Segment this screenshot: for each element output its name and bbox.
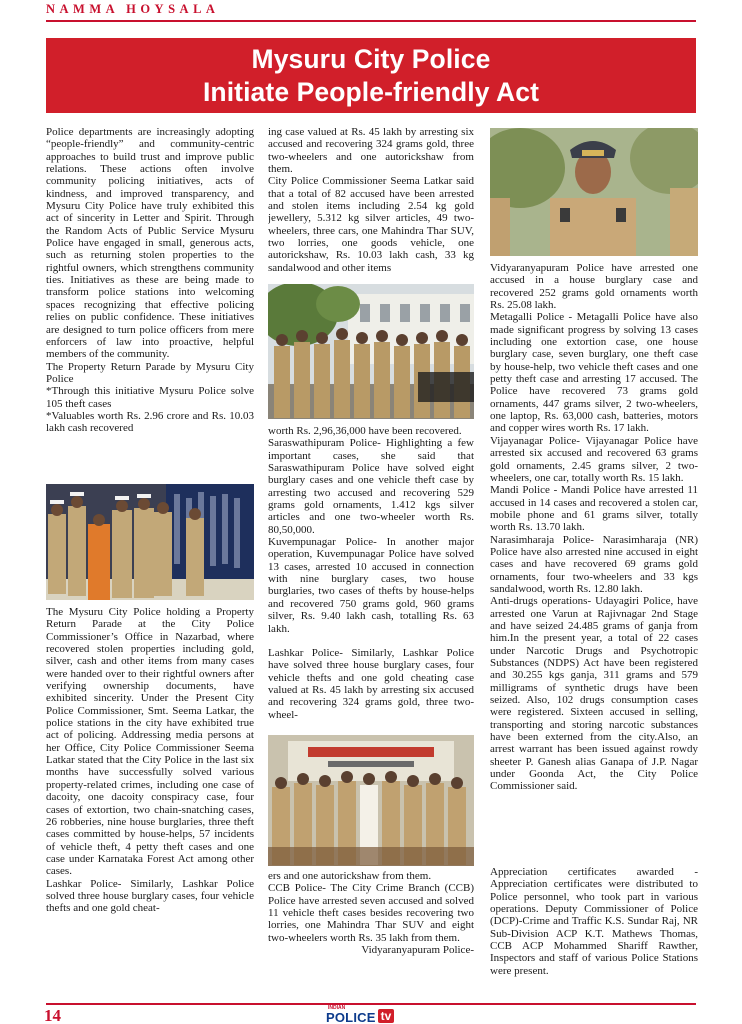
paragraph: Appreciation certificates awarded - Appreciation certificates were distributed to Police personnel, who took part in various operations. Deputy Commissioner of Police (DCP)-Crime and Traffic K.S. Sundar Raj, NR Sub-Division ACP K.T. Mathews Thomas, CCB ACP Mohammed Shariff Rawther, Inspectors and staff of various Police Stations were present. — [490, 866, 698, 977]
paragraph: The Mysuru City Police holding a Property Return Parade at the City Police Commissioner’s Office in Nazarbad, where recovered stolen properties including gold, silver, cash and other items from many cases were handed over to their rightful owners after verifying ownership documents, have exhibited sincerity. Under the Present City Police Commissioner, Smt. Seema Latkar, the police stations in the city have exhibited true act of policing. Addressing media persons at her Office, City Police Commissioner Seema Latkar stated that the City Police in the last six months have successfully solved various property-related crimes, including one case of dacoity, one dacoity conspiracy case, four cases of extortion, two chain-snatching cases, 26 robberies, nine house burglaries, three theft cases committed by house-helps, 57 incidents of vehicle theft, 4 petty theft cases and one case under Karnataka Forest Act among other cases. — [46, 606, 254, 878]
column-2-bottom-text — [268, 870, 474, 1000]
paragraph: CCB Police- The City Crime Branch (CCB) Police have arrested seven accused and solved 11 vehicle theft cases besides recovering two lorries, one Mahindra Thar SUV and eight two-wheelers worth Rs. 35 lakh from them. — [268, 882, 474, 944]
page-number: 14 — [44, 1006, 61, 1024]
paragraph: Kuvempunagar Police- In another major operation, Kuvempunagar Police have solved 13 cases, arrested 10 accused in connection with nine burglary cases, two house burglaries, two cases of thefts by house-helps and recovered 750 grams gold, 960 grams silver, Rs. 9.40 lakh cash, totalling Rs. 63 lakh. — [268, 536, 474, 635]
paragraph: *Valuables worth Rs. 2.96 crore and Rs. 10.03 lakh cash recovered — [46, 409, 254, 435]
article-headline — [46, 38, 696, 113]
logo-word: POLICE — [326, 1009, 376, 1024]
paragraph: Lashkar Police- Similarly, Lashkar Police solved three house burglary cases, four vehicle thefts and one gold cheat- — [46, 877, 254, 915]
photo-property-parade — [46, 484, 254, 600]
headline-line-1: Mysuru City Police — [251, 43, 491, 74]
column-1-bottom-text — [46, 606, 254, 998]
paragraph: Lashkar Police- Similarly, Lashkar Police have solved three house burglary cases, four vehicle thefts and one gold cheating case valued at Rs. 45 lakh by arresting six accused and recovering 324 grams gold, three two-wheel- — [268, 646, 474, 721]
column-3-bottom-text — [490, 866, 698, 1000]
police-tv-logo — [326, 1006, 416, 1024]
masthead-rule — [46, 20, 696, 22]
column-1-top-text — [46, 126, 254, 478]
paragraph: ing case valued at Rs. 45 lakh by arresting six accused and recovering 324 grams gold, three two-wheelers and one autorickshaw from them. — [268, 126, 474, 176]
paragraph: City Police Commissioner Seema Latkar said that a total of 82 accused have been arrested and stolen items including 2.54 kg gold jewellery, 5.312 kg silver articles, 49 two-wheelers, three cars, one Mahindra Thar SUV, two lorries, one goods vehicle, one autorickshaw, Rs. 10.03 lakh cash, 33 kg sandalwood and other items — [268, 175, 474, 274]
photo-press-meet — [268, 735, 474, 866]
paragraph: Mandi Police - Mandi Police have arrested 11 accused in 14 cases and recovered a stolen car, mobile phone and 61 grams silver, totally worth Rs. 13.70 lakh. — [490, 484, 698, 534]
masthead: NAMMA HOYSALA — [46, 2, 220, 16]
column-3-top-text — [490, 262, 698, 856]
paragraph: Metagalli Police - Metagalli Police have also made significant progress by solving 13 cases including one extortion case, one house burglary case, seven burglary, one theft case by house-help, two vehicle theft cases and one petty theft case and arresting 17 accused. The Police have recovered 73 grams gold ornaments, 447 grams silver, 2 two-wheelers, one laptop, Rs. 63,000 cash, batteries, motors and copper wires worth Rs. 17 lakh. — [490, 311, 698, 435]
paragraph: Vijayanagar Police- Vijayanagar Police have arrested six accused and recovered 63 grams gold ornaments, 2.45 grams silver, 2 two-wheelers, one car, totally worth Rs. 15 lakh. — [490, 434, 698, 484]
logo-small-text: INDIAN — [328, 1005, 346, 1011]
photo-commissioner-portrait — [490, 128, 698, 256]
paragraph: Anti-drugs operations- Udayagiri Police, have arrested one Varun at Rajivnagar 2nd Stage and have seized 24.485 grams of ganja from him.In the present year, a total of 22 cases under Narcotic Drugs and Psychotropic Substances (NDPS) Act have been registered and 30.255 kgs ganja, 311 grams and 579 milligrams of synthetic drugs have been seized. Also, 102 drugs consumption cases were registered. Sixteen accused in selling, transporting and storing narcotic substances have been externed from the city.Also, an arrest warrant has been issued against rowdy sheeter P. Ganesh alias Ganapa of J.P. Nagar under Goonda Act, the City Police Commissioner said. — [490, 595, 698, 793]
paragraph: Narasimharaja Police- Narasimharaja (NR) Police have also arrested nine accused in eight cases and have recovered 69 grams gold ornaments, four two-wheelers and 33 kgs sandalwood, worth Rs. 12.80 lakh. — [490, 533, 698, 595]
paragraph: Vidyaranyapuram Police have arrested one accused in a house burglary case and recovered 252 grams gold ornaments worth Rs. 25.08 lakh. — [490, 262, 698, 312]
footer-rule — [46, 1003, 696, 1005]
paragraph: ers and one autorickshaw from them. — [268, 870, 432, 882]
paragraph: worth Rs. 2,96,36,000 have been recovered. — [268, 425, 462, 437]
paragraph: Saraswathipuram Police- Highlighting a few important cases, she said that Saraswathipuram Police have solved eight burglary cases and one vehicle theft case by arresting two accused and recovering 529 grams gold ornaments, 1.412 kgs silver articles and one two-wheeler worth Rs. 80,50,000. — [268, 437, 474, 536]
logo-tv-badge: tv — [378, 1009, 395, 1023]
paragraph: Police departments are increasingly adopting “people-friendly” and community-centric approaches to build trust and improve public relations. These actions often involve community policing initiatives, acts of kindness, and improved transparency, and Mysuru City Police have truly exhibited this act of sincerity in Letter and Spirit. Through the Random Acts of Public Service Mysuru Police have engaged in small, generous acts, such as returning stolen properties to the rightful owners, which strengthens community ties. Initiatives as these are being made to transform police stations into welcoming spaces recognizing that effective policing relies on public confidence. These initiatives are designed to turn police officers from mere enforcers of law into proactive, helpful members of the community. — [46, 126, 254, 361]
column-2-middle-text — [268, 425, 474, 731]
headline-line-2: Initiate People-friendly Act — [202, 76, 540, 107]
photo-police-team-outdoor — [268, 284, 474, 419]
paragraph: The Property Return Parade by Mysuru City Police — [46, 360, 254, 385]
column-2-top-text — [268, 126, 474, 278]
paragraph: Vidyaranyapuram Police- — [361, 944, 474, 957]
paragraph: *Through this initiative Mysuru Police solve 105 theft cases — [46, 385, 254, 410]
